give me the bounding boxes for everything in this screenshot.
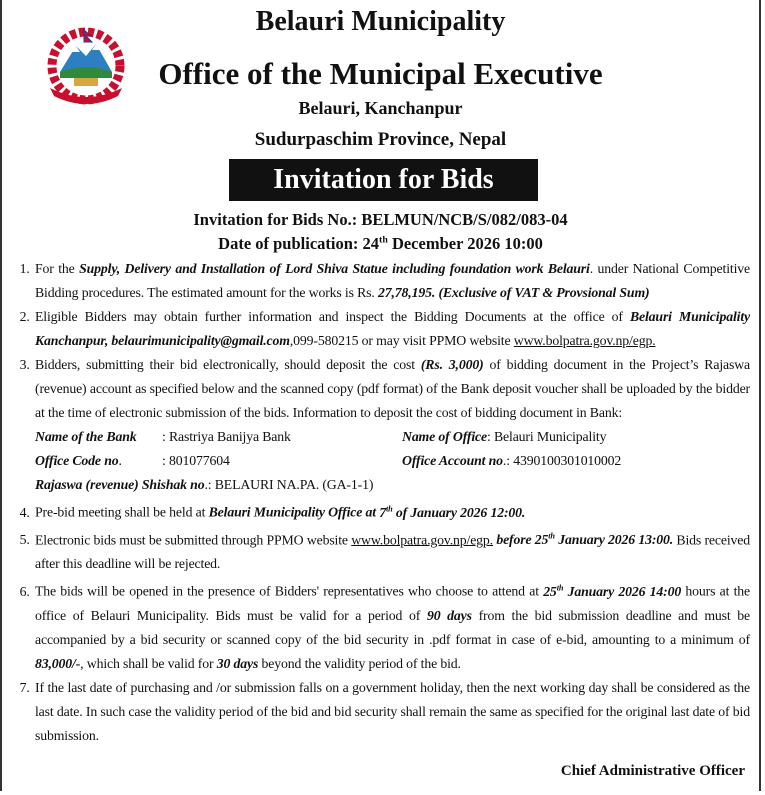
notice-title: Invitation for Bids [229,159,538,201]
signature: Chief Administrative Officer [560,763,745,779]
code-row: Office Code no. : 801077604 Office Account no .: 4390100301010002 [35,453,622,468]
list-item: 1. For the Supply, Delivery and Installation of Lord Shiva Statue including foundation work Belauri. under National Competitive Bidding procedures. The estimated amount for the works is Rs. 27,78,195. (Exclusive of VAT & Provsional Sum) [33,257,750,305]
location: Belauri, Kanchanpur [298,98,463,118]
list-item: 3. Bidders, submitting their bid electronically, should deposit the cost (Rs. 3,000) of bidding document in the Project’s Rajaswa (revenue) account as specified below and the scanned copy (pdf format) of the Bank deposit voucher shall be uploaded by the bidder at the time of electronic submission of the bids. Information to deposit the cost of bidding document in Bank: Name of the Bank : Rastriya Banijya Bank Name of Office : Belauri Municipality Office Code no. : 801077604 Office Account no .: 4390100301010002 Rajaswa (revenue) Shishak no .: BELAURI NA.PA. (GA-1-1) [33,353,750,497]
list-item: 6. The bids will be opened in the presence of Bidders' representatives who choose to attend at 25th January 2026 14:00 hours at the office of Belauri Municipality. Bids must be valid for a period of 90 days from the bid submission deadline and must be accompanied by a bid security or scanned copy of the bid security in .pdf format in case of e-bid, amounting to a minimum of 83,000/-, which shall be valid for 30 days beyond the validity period of the bid. [33,576,750,676]
bid-number: Invitation for Bids No.: BELMUN/NCB/S/082/083-04 [193,210,568,229]
ppmo-link[interactable]: www.bolpatra.gov.np/egp. [513,333,656,348]
publication-date: Date of publication: 24th December 2026 10:00 [218,234,543,253]
list-item: 4. Pre-bid meeting shall be held at Belauri Municipality Office at 7th of January 2026 12:00. [33,497,750,525]
office-name: Office of the Municipal Executive [158,56,603,91]
list-item: 7. If the last date of purchasing and /or submission falls on a government holiday, then the next working day shall be considered as the last date. In such case the validity period of the bid and bid security shall remain the same as specified for the original last date of bid submission. [33,676,750,748]
bank-row: Name of the Bank : Rastriya Banijya Bank Name of Office : Belauri Municipality [35,429,607,444]
province: Sudurpaschim Province, Nepal [254,129,507,150]
org-name: Belauri Municipality [255,6,506,37]
list-item: 2. Eligible Bidders may obtain further information and inspect the Bidding Documents at the office of Belauri Municipality Kanchanpur, belaurimunicipality@gmail.com,099-580215 or may visit PPMO website www.bolpatra.gov.np/egp. [33,305,750,353]
shishak-row: Rajaswa (revenue) Shishak no .: BELAURI NA.PA. (GA-1-1) [35,477,374,492]
ppmo-link[interactable]: www.bolpatra.gov.np/egp. [351,532,493,548]
bid-terms-list [2,257,750,748]
list-item: 5. Electronic bids must be submitted through PPMO website www.bolpatra.gov.np/egp. before 25th January 2026 13:00. Bids received after this deadline will be rejected. [33,525,750,577]
